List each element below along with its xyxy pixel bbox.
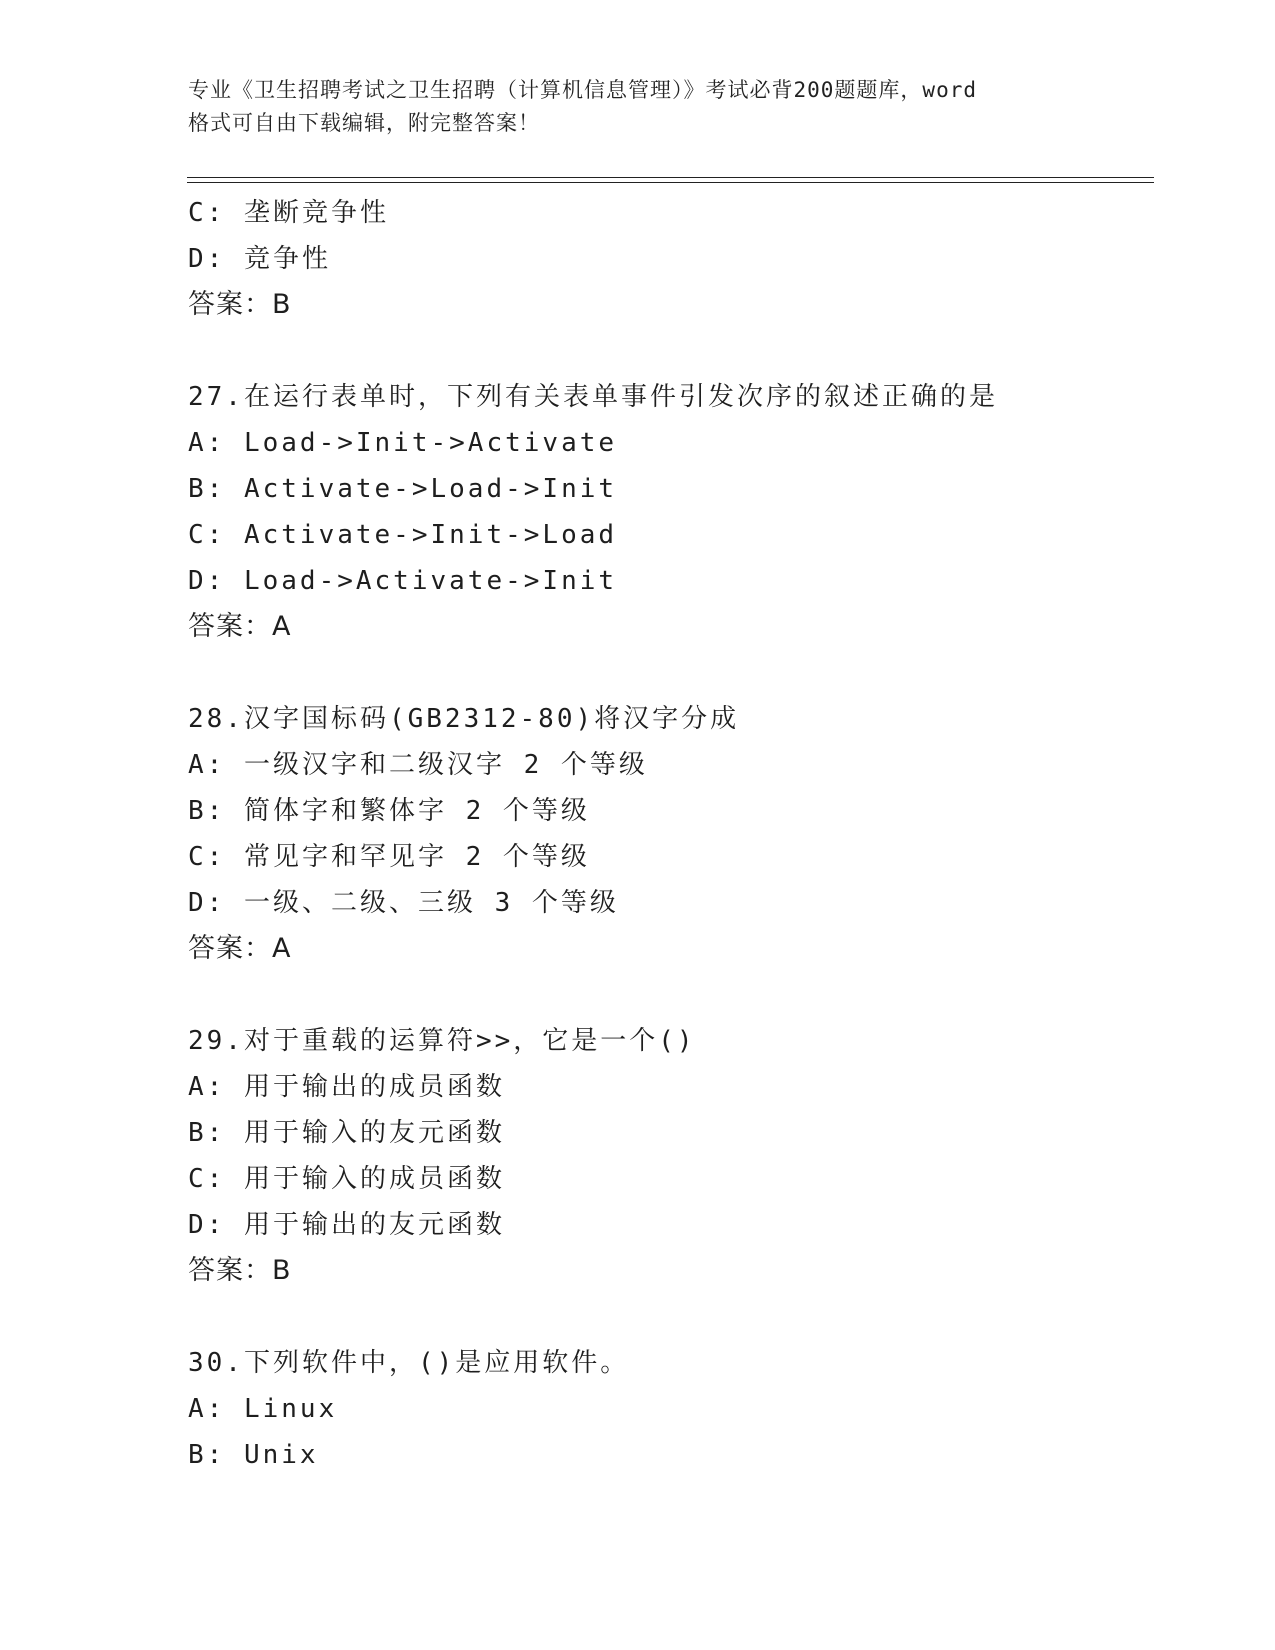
option-b: B: 用于输入的友元函数 [188,1118,505,1148]
question-text: 27.在运行表单时，下列有关表单事件引发次序的叙述正确的是 [188,382,998,412]
question-29 [188,1018,1148,1294]
question-26-tail [188,190,1148,328]
question-text: 28.汉字国标码(GB2312-80)将汉字分成 [188,704,740,734]
option-c: C: Activate->Init->Load [188,520,618,550]
question-text: 29.对于重载的运算符>>，它是一个() [188,1026,696,1056]
question-28 [188,696,1148,972]
option-d: D: Load->Activate->Init [188,566,618,596]
question-text: 30.下列软件中，()是应用软件。 [188,1348,630,1378]
header-divider-bottom [187,182,1154,183]
option-b: B: Activate->Load->Init [188,474,618,504]
question-list [188,190,1148,1478]
option-a: A: 一级汉字和二级汉字 2 个等级 [188,750,648,780]
option-d: D: 用于输出的友元函数 [188,1210,505,1240]
option-b: B: 简体字和繁体字 2 个等级 [188,796,590,826]
spacer [188,972,1148,1018]
option-a: A: Load->Init->Activate [188,428,618,458]
option-c: C: 垄断竞争性 [188,198,389,228]
spacer [188,328,1148,374]
header-title-line-1: 专业《卫生招聘考试之卫生招聘（计算机信息管理）》考试必背200题题库，word [188,78,977,102]
header-divider-top [187,177,1154,178]
answer: 答案：B [188,289,292,320]
document-header [188,74,1088,140]
option-c: C: 常见字和罕见字 2 个等级 [188,842,590,872]
answer: 答案：B [188,1255,292,1286]
option-a: A: Linux [188,1394,338,1424]
option-b: B: Unix [188,1440,319,1470]
spacer [188,1294,1148,1340]
answer: 答案：A [188,611,292,642]
option-a: A: 用于输出的成员函数 [188,1072,505,1102]
option-c: C: 用于输入的成员函数 [188,1164,505,1194]
spacer [188,650,1148,696]
answer: 答案：A [188,933,292,964]
header-title-line-2: 格式可自由下载编辑，附完整答案！ [188,111,540,135]
option-d: D: 一级、二级、三级 3 个等级 [188,888,619,918]
question-30 [188,1340,1148,1478]
option-d: D: 竞争性 [188,244,331,274]
question-27 [188,374,1148,650]
